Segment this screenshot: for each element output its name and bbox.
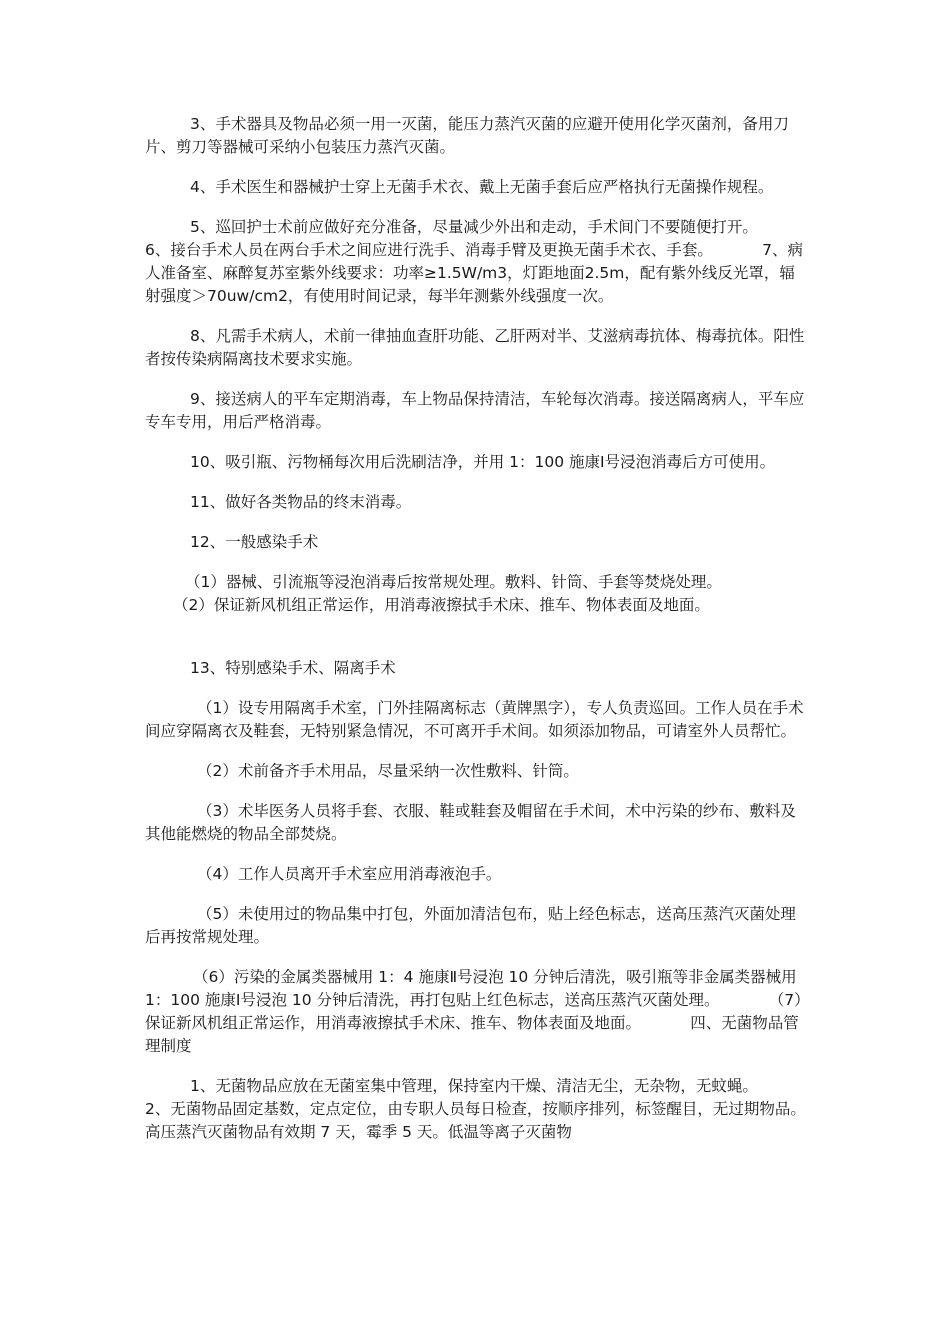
subitem-12-1: （1）器械、引流瓶等浸泡消毒后按常规处理。敷料、针筒、手套等焚烧处理。 (185, 573, 722, 591)
subitem-13-6-7-section-4: （6）污染的金属类器械用 1：4 施康Ⅱ号浸泡 10 分钟后清洗，吸引瓶等非金属类器械用 1：100 施康Ⅰ号浸泡 10 分钟后清洗，再打包贴上红色标志，送高压蒸汽灭菌处理。 （7）保证新风机组正常运作，用消毒液擦拭手术床、推车、物体表面及地面。 四、无菌物品管理制度 (145, 968, 810, 1055)
paragraph-item-4: 4、手术医生和器械护士穿上无菌手术衣、戴上无菌手套后应严格执行无菌操作规程。 (190, 178, 774, 196)
subitem-13-4: （4）工作人员离开手术室应用消毒液泡手。 (197, 865, 502, 883)
paragraph-item-8: 8、凡需手术病人，术前一律抽血查肝功能、乙肝两对半、艾滋病毒抗体、梅毒抗体。阳性者按传染病隔离技术要求实施。 (145, 327, 805, 368)
subitem-13-5: （5）未使用过的物品集中打包，外面加清洁包布，贴上经色标志，送高压蒸汽灭菌处理后再按常规处理。 (145, 905, 796, 946)
subitem-13-1: （1）设专用隔离手术室，门外挂隔离标志（黄牌黑字），专人负责巡回。工作人员在手术间应穿隔离衣及鞋套，无特别紧急情况，不可离开手术间。如须添加物品，可请室外人员帮忙。 (145, 699, 804, 740)
paragraph-item-9: 9、接送病人的平车定期消毒，车上物品保持清洁，车轮每次消毒。接送隔离病人，平车应专车专用，用后严格消毒。 (145, 390, 805, 431)
paragraph-item-3: 3、手术器具及物品必须一用一灭菌，能压力蒸汽灭菌的应避开使用化学灭菌剂，备用刀片、剪刀等器械可采纳小包装压力蒸汽灭菌。 (145, 115, 789, 156)
paragraph-item-10: 10、吸引瓶、污物桶每次用后洗刷洁净，并用 1：100 施康Ⅰ号浸泡消毒后方可使用。 (190, 453, 776, 471)
subitem-13-3: （3）术毕医务人员将手套、衣服、鞋或鞋套及帽留在手术间，术中污染的纱布、敷料及其他能燃烧的物品全部焚烧。 (145, 802, 796, 843)
heading-item-12: 12、一般感染手术 (190, 533, 319, 551)
subitem-13-2: （2）术前备齐手术用品，尽量采纳一次性敷料、针筒。 (197, 762, 579, 780)
document-page (145, 113, 810, 1161)
paragraph-items-5-7: 5、巡回护士术前应做好充分准备，尽量减少外出和走动，手术间门不要随便打开。 6、接台手术人员在两台手术之间应进行洗手、消毒手臂及更换无菌手术衣、手套。 7、病人准备室、麻醉复苏室紫外线要求：功率≥1.5W/m3，灯距地面2.5m，配有紫外线反光罩，辐射强度＞70uw/cm2，有使用时间记录，每半年测紫外线强度一次。 (145, 218, 808, 305)
paragraph-item-11: 11、做好各类物品的终末消毒。 (190, 493, 412, 511)
heading-item-13: 13、特别感染手术、隔离手术 (190, 659, 396, 677)
subitem-12-2: （2）保证新风机组正常运作，用消毒液擦拭手术床、推车、物体表面及地面。 (173, 596, 710, 614)
paragraph-sterile-items-1-2: 1、无菌物品应放在无菌室集中管理，保持室内干燥、清洁无尘，无杂物，无蚊蝇。 2、无菌物品固定基数，定点定位，由专职人员每日检查，按顺序排列，标签醒目，无过期物品。高压蒸汽灭菌物品有效期 7 天，霉季 5 天。低温等离子灭菌物 (145, 1077, 808, 1141)
